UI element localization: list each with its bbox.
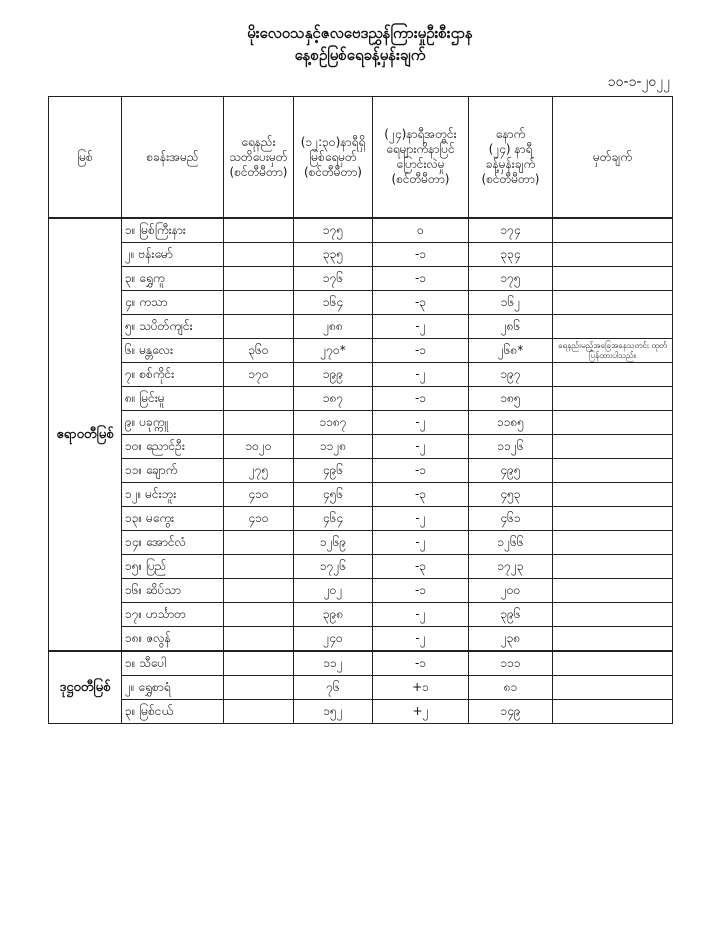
remark: [553, 555, 673, 579]
danger-level: [224, 555, 294, 579]
forecast-level: ၁၇၅: [469, 267, 553, 291]
table-row: [49, 267, 673, 291]
remark: [553, 315, 673, 339]
danger-level: ၁၇၀: [224, 363, 294, 387]
danger-level: ၄၁၀: [224, 483, 294, 507]
remark: [553, 483, 673, 507]
level-change: ၀: [373, 218, 469, 243]
forecast-level: ၁၁၁: [469, 651, 553, 676]
current-level: ၁၂၆၉: [294, 531, 373, 555]
forecast-level: ၁၇၄: [469, 218, 553, 243]
forecast-level: ၂၈၆: [469, 315, 553, 339]
remark: [553, 387, 673, 411]
danger-level: [224, 267, 294, 291]
current-level: ၁၁၈၇: [294, 411, 373, 435]
remark: [553, 218, 673, 243]
danger-level: [224, 676, 294, 700]
remark: [553, 676, 673, 700]
station-name: ၁၃။ မကွေး: [122, 507, 224, 531]
station-name: ၁၈။ ဇလွန်: [122, 627, 224, 652]
document-title: မိုးလေဝသနှင့်ဇလဗေဒညွှန်ကြားမှုဦးစီးဌာန: [247, 24, 473, 42]
remark: [553, 363, 673, 387]
remark: [553, 291, 673, 315]
forecast-level: ၁၉၇: [469, 363, 553, 387]
table-row: [49, 579, 673, 603]
remark: [553, 243, 673, 267]
current-level: ၄၅၆: [294, 483, 373, 507]
danger-level: ၁၀၂၀: [224, 435, 294, 459]
river-name: ဧရာဝတီမြစ်: [49, 218, 122, 651]
remark: [553, 435, 673, 459]
level-change: -၂: [373, 627, 469, 652]
station-name: ၆။ မန္တလေး: [122, 339, 224, 363]
level-change: -၂: [373, 411, 469, 435]
level-change: -၁: [373, 243, 469, 267]
station-name: ၁၄။ အောင်လံ: [122, 531, 224, 555]
danger-level: ၃၆၀: [224, 339, 294, 363]
level-change: -၃: [373, 483, 469, 507]
forecast-level: ၄၉၅: [469, 459, 553, 483]
forecast-level: ၄၅၃: [469, 483, 553, 507]
station-name: ၁၆။ ဆိပ်သာ: [122, 579, 224, 603]
table-row: [49, 291, 673, 315]
danger-level: [224, 387, 294, 411]
header-remarks: မှတ်ချက်: [553, 97, 673, 219]
level-change: -၁: [373, 339, 469, 363]
current-level: ၁၈၇: [294, 387, 373, 411]
current-level: ၃၉၈: [294, 603, 373, 627]
forecast-level: ၁၆၂: [469, 291, 553, 315]
table-row: [49, 555, 673, 579]
forecast-level: ၁၁၈၅: [469, 411, 553, 435]
current-level: ၁၇၂၆: [294, 555, 373, 579]
danger-level: [224, 700, 294, 724]
table-row: [49, 651, 673, 676]
header-danger-level: ရေနည်း သတိပေးမှတ် (စင်တီမီတာ): [224, 97, 294, 219]
river-name: ဒုဋ္ဌဝတီမြစ်: [49, 651, 122, 724]
table-row: [49, 700, 673, 724]
remark: [553, 603, 673, 627]
station-name: ၂။ ဗန်းမော်: [122, 243, 224, 267]
table-row: [49, 603, 673, 627]
forecast-level: ၁၄၉: [469, 700, 553, 724]
station-name: ၁၂။ မင်းဘူး: [122, 483, 224, 507]
current-level: ၁၁၂၈: [294, 435, 373, 459]
table-row: [49, 387, 673, 411]
remark: [553, 459, 673, 483]
current-level: ၂၇၀*: [294, 339, 373, 363]
level-change: +၁: [373, 676, 469, 700]
forecast-level: ၁၈၅: [469, 387, 553, 411]
forecast-level: ၈၁: [469, 676, 553, 700]
current-level: ၂၄၀: [294, 627, 373, 652]
current-level: ၃၃၅: [294, 243, 373, 267]
current-level: ၁၉၉: [294, 363, 373, 387]
station-name: ၉။ ပခုက္ကူ: [122, 411, 224, 435]
remark: [553, 531, 673, 555]
danger-level: [224, 579, 294, 603]
table-row: [49, 507, 673, 531]
current-level: ၁၇၅: [294, 218, 373, 243]
danger-level: [224, 218, 294, 243]
danger-level: [224, 243, 294, 267]
danger-level: ၂၇၅: [224, 459, 294, 483]
station-name: ၁။ မြစ်ကြီးနား: [122, 218, 224, 243]
station-name: ၁၇။ ဟင်္သာတ: [122, 603, 224, 627]
table-row: [49, 339, 673, 363]
station-name: ၁၀။ ညောင်ဦး: [122, 435, 224, 459]
level-change: -၁: [373, 459, 469, 483]
danger-level: [224, 603, 294, 627]
station-name: ၇။ စစ်ကိုင်း: [122, 363, 224, 387]
current-level: ၂၀၂: [294, 579, 373, 603]
remark: [553, 411, 673, 435]
header-current-level: (၁၂:၃၀)နာရီရှိ မြစ်ရေမှတ် (စင်တီမီတာ): [294, 97, 373, 219]
current-level: ၇၆: [294, 676, 373, 700]
remark: [553, 700, 673, 724]
remark: [553, 627, 673, 652]
current-level: ၁၆၄: [294, 291, 373, 315]
remark: [553, 651, 673, 676]
forecast-level: ၂၆၈*: [469, 339, 553, 363]
level-change: -၁: [373, 579, 469, 603]
table-row: [49, 315, 673, 339]
level-change: -၂: [373, 363, 469, 387]
level-change: -၁: [373, 387, 469, 411]
header-row: [49, 97, 673, 219]
station-name: ၁၁။ ချောက်: [122, 459, 224, 483]
current-level: ၄၆၄: [294, 507, 373, 531]
current-level: ၁၅၂: [294, 700, 373, 724]
table-row: [49, 627, 673, 652]
header-station: စခန်းအမည်: [122, 97, 224, 219]
danger-level: ၄၁၀: [224, 507, 294, 531]
remark: [553, 507, 673, 531]
level-change: -၂: [373, 603, 469, 627]
level-change: -၂: [373, 531, 469, 555]
header-change: (၂၄)နာရီအတွင်း ရေများကိနာပြင် ပြောင်းလဲမှု (စင်တီမီတာ): [373, 97, 469, 219]
table-row: [49, 411, 673, 435]
station-name: ၃။ ရွှေကူ: [122, 267, 224, 291]
table-row: [49, 483, 673, 507]
level-change: -၂: [373, 435, 469, 459]
danger-level: [224, 315, 294, 339]
danger-level: [224, 627, 294, 652]
danger-level: [224, 531, 294, 555]
table-row: [49, 363, 673, 387]
table-row: [49, 218, 673, 243]
table-row: [49, 243, 673, 267]
forecast-level: ၂၃၈: [469, 627, 553, 652]
table-row: [49, 676, 673, 700]
header-forecast: နောက် (၂၄) နာရီ ခန့်မှန်းချက် (စင်တီမီတာ): [469, 97, 553, 219]
table-row: [49, 531, 673, 555]
table-body: [49, 218, 673, 724]
current-level: ၁၇၆: [294, 267, 373, 291]
table-row: [49, 459, 673, 483]
station-name: ၁၅။ ပြည်: [122, 555, 224, 579]
forecast-level: ၃၉၆: [469, 603, 553, 627]
header-river: မြစ်: [49, 97, 122, 219]
danger-level: [224, 291, 294, 315]
forecast-level: ၁၁၂၆: [469, 435, 553, 459]
current-level: ၄၉၆: [294, 459, 373, 483]
forecast-level: ၃၃၄: [469, 243, 553, 267]
report-date: ၁၀-၁-၂၀၂၂: [607, 74, 670, 90]
forecast-level: ၁၇၂၃: [469, 555, 553, 579]
level-change: +၂: [373, 700, 469, 724]
level-change: -၃: [373, 291, 469, 315]
station-name: ၃။ မြစ်ငယ်: [122, 700, 224, 724]
station-name: ၄။ ကသာ: [122, 291, 224, 315]
station-name: ၅။ သပိတ်ကျင်း: [122, 315, 224, 339]
station-name: ၁။ သီပေါ: [122, 651, 224, 676]
danger-level: [224, 411, 294, 435]
current-level: ၂၈၈: [294, 315, 373, 339]
level-change: -၂: [373, 507, 469, 531]
station-name: ၈။ မြင်းမူ: [122, 387, 224, 411]
level-change: -၁: [373, 651, 469, 676]
remark: [553, 579, 673, 603]
document-subtitle: နေ့စဉ်မြစ်ရေခန့်မှန်းချက်: [294, 46, 426, 64]
level-change: -၃: [373, 555, 469, 579]
remark: ရေနည်းမည့်အခြေအနေသတင်း ထုတ်ပြန်ထားပါသည်။: [553, 339, 673, 363]
level-change: -၁: [373, 267, 469, 291]
current-level: ၁၁၂: [294, 651, 373, 676]
forecast-level: ၁၂၆၆: [469, 531, 553, 555]
station-name: ၂။ ရွှေစာရံ: [122, 676, 224, 700]
table-row: [49, 435, 673, 459]
level-change: -၂: [373, 315, 469, 339]
danger-level: [224, 651, 294, 676]
forecast-level: ၄၆၁: [469, 507, 553, 531]
remark: [553, 267, 673, 291]
forecast-level: ၂၀၀: [469, 579, 553, 603]
river-level-table: [48, 96, 673, 724]
